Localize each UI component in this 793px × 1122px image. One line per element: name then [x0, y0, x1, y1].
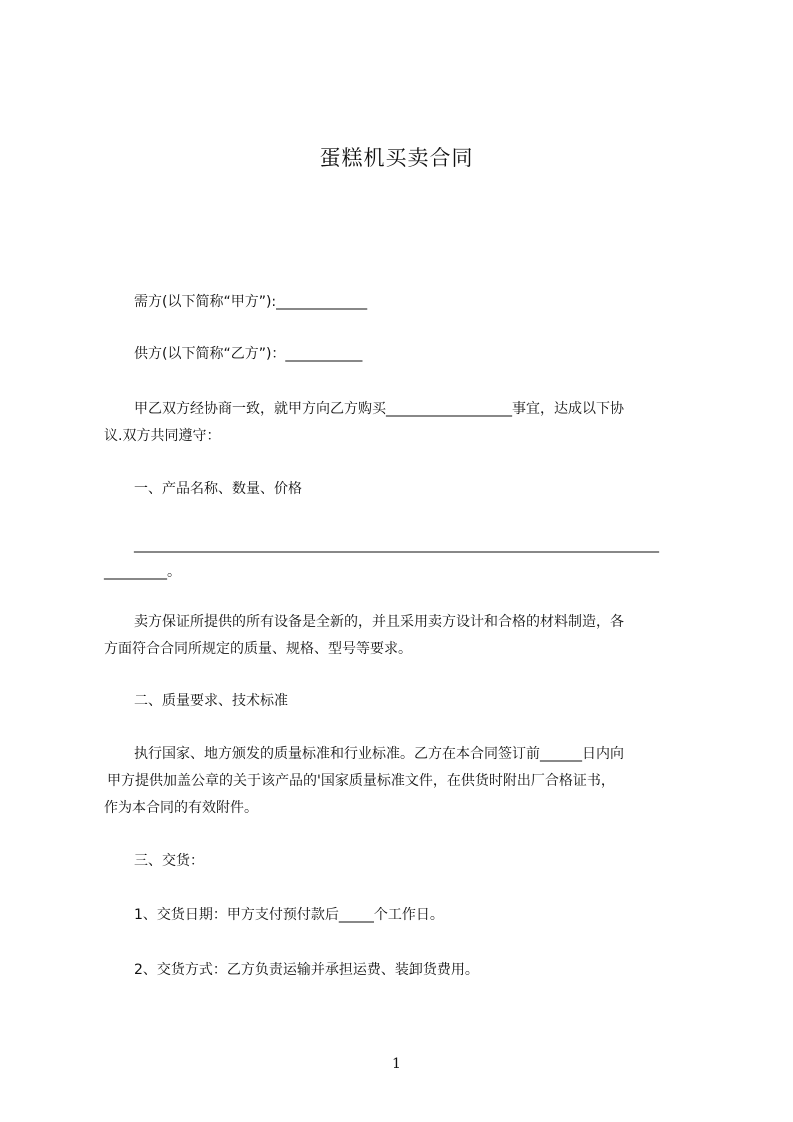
section-1-paragraph-line-2: 方面符合合同所规定的质量、规格、型号等要求。 [104, 641, 412, 657]
page-number: 1 [392, 1056, 401, 1072]
section-3-heading: 三、交货： [134, 853, 204, 869]
party-a-line: 需方(以下简称“甲方”):_____________ [134, 294, 368, 310]
party-b-line: 供方(以下简称“乙方”)：___________ [134, 346, 363, 362]
section-1-blank-line-1: ___________________________________________________________________________ [134, 537, 659, 553]
intro-paragraph-line-1: 甲乙双方经协商一致，就甲方向乙方购买__________________事宜，达成以下协 [134, 401, 624, 417]
section-1-blank-line-2: _________。 [104, 564, 181, 580]
document-title: 蛋糕机买卖合同 [319, 146, 474, 170]
section-3-item-1: 1、交货日期：甲方支付预付款后_____个工作日。 [134, 907, 444, 923]
section-1-heading: 一、产品名称、数量、价格 [134, 481, 302, 497]
section-2-heading: 二、质量要求、技术标准 [134, 693, 288, 709]
section-2-paragraph-line-1: 执行国家、地方颁发的质量标准和行业标准。乙方在本合同签订前______日内向 [134, 746, 624, 762]
section-1-paragraph-line-1: 卖方保证所提供的所有设备是全新的，并且采用卖方设计和合格的材料制造，各 [134, 614, 624, 630]
section-2-paragraph-line-3: 作为本合同的有效附件。 [104, 800, 258, 816]
section-2-paragraph-line-2: 甲方提供加盖公章的关于该产品的'国家质量标准文件，在供货时附出厂合格证书， [107, 773, 615, 789]
intro-paragraph-line-2: 议.双方共同遵守： [104, 428, 221, 444]
section-3-item-2: 2、交货方式：乙方负责运输并承担运费、装卸货费用。 [134, 962, 479, 978]
